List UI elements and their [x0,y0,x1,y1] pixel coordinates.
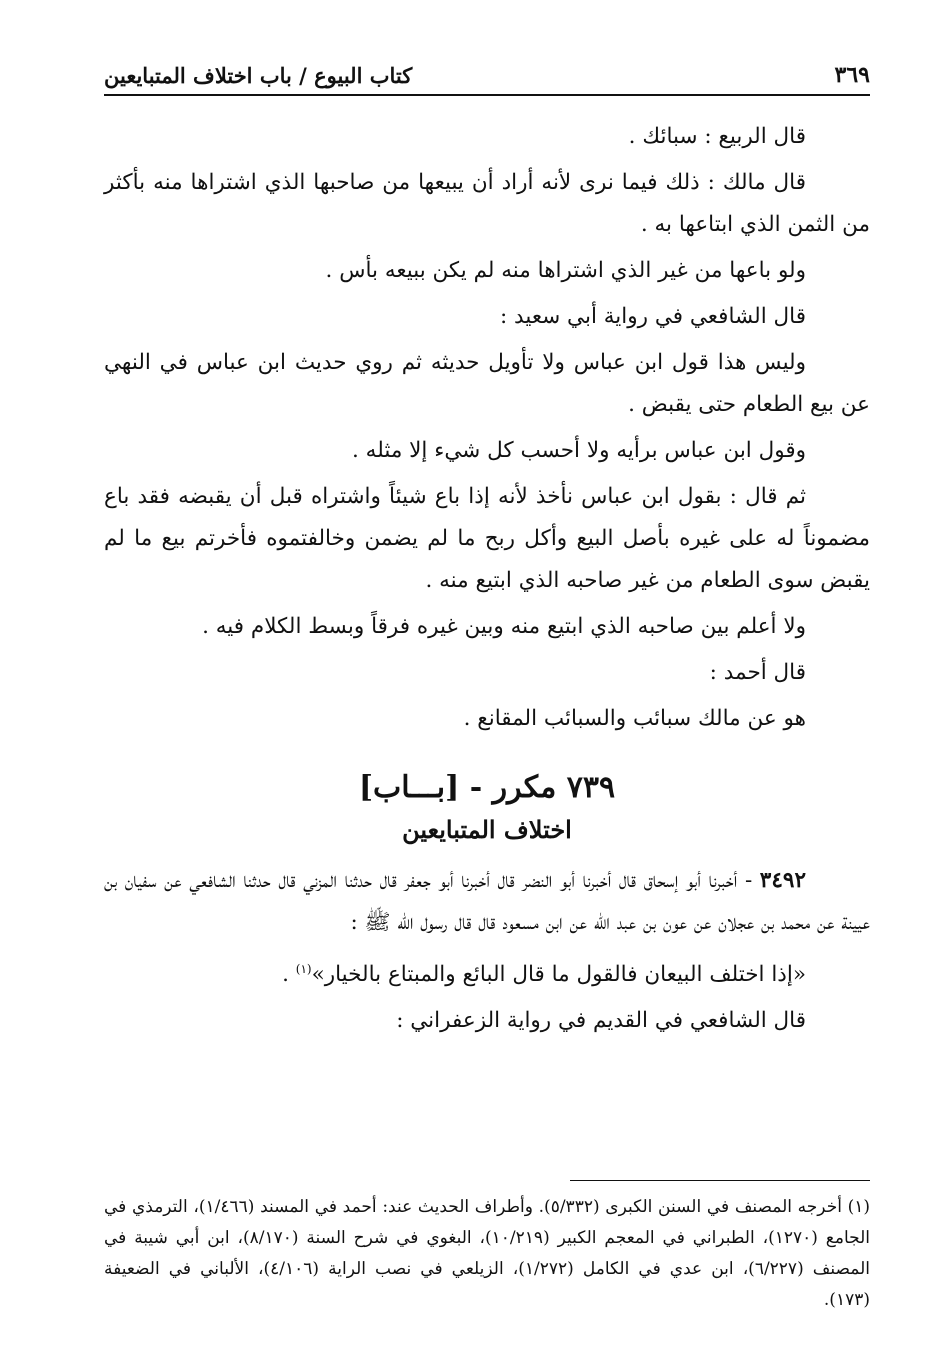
paragraph: هو عن مالك سبائب والسبائب المقانع . [463,706,806,731]
footnotes [104,1192,870,1316]
page-body [104,116,870,1046]
hadith-number: ٣٤٩٢ [759,868,806,893]
paragraph: قال مالك : ذلك فيما نرى لأنه أراد أن يبيعها من صاحبها الذي اشتراها منه بأكثر من الثمن الذي ابتاعها به . [104,170,870,237]
paragraph: قال أحمد : [709,660,806,685]
footnote-marker: (١) [295,962,312,976]
chapter-heading: ٧٣٩ مكرر - [بـــاب] [358,770,616,805]
quote-paragraph [104,948,870,996]
paragraph: قال الربيع : سبائك . [628,124,806,149]
chapter-subheading: اختلاف المتبايعين [402,815,572,844]
quote-end: . [282,962,296,988]
closing-paragraph: قال الشافعي في القديم في رواية الزعفراني : [396,1008,806,1034]
chapter-heading-block [104,766,870,850]
running-title: كتاب البيوع / باب اختلاف المتبايعين [104,63,413,88]
page-header [104,44,870,96]
hadith-text: - أخبرنا أبو إسحاق قال أخبرنا أبو النضر قال أخبرنا أبو جعفر قال حدثنا المزني قال حدثنا الشافعي عن سفيان بن عيينة عن محمد بن عجلان عن عون بن عبد الله عن ابن مسعود قال قال رسول الله ﷺ : [104,868,870,935]
footnote: (١) أخرجه المصنف في السنن الكبرى (٥/٣٣٢). وأطراف الحديث عند: أحمد في المسند (١/٤٦٦)، الترمذي في الجامع (١٢٧٠)، الطبراني في المعجم الكبير (١٠/٢١٩)، البغوي في شرح السنة (٨/١٧٠)، ابن أبي شيبة في المصنف (٦/٢٢٧)، ابن عدي في الكامل (١/٢٧٢)، الزيلعي في نصب الراية (٤/١٠٦)، الألباني في الضعيفة (١٧٣). [104,1197,871,1310]
paragraph: ولا أعلم بين صاحبه الذي ابتيع منه وبين غيره فرقاً وبسط الكلام فيه . [202,614,806,639]
page-number: ٣٦٩ [834,62,870,88]
paragraph: وليس هذا قول ابن عباس ولا تأويل حديثه ثم روي حديث ابن عباس في النهي عن بيع الطعام حتى يقبض . [104,350,870,417]
footnote-divider [570,1180,870,1181]
hadith-paragraph [104,860,870,944]
quote-text: «إذا اختلف البيعان فالقول ما قال البائع والمبتاع بالخيار» [311,962,806,988]
paragraph: ثم قال : بقول ابن عباس نأخذ لأنه إذا باع شيئاً واشتراه قبل أن يقبضه فقد باع مضموناً له على غيره بأصل البيع وأكل ربح ما لم يضمن وخالفتموه فأخرتم بيع ما لم يقبض سوى الطعام من غير صاحبه الذي ابتيع منه . [104,484,870,593]
paragraph: وقول ابن عباس برأيه ولا أحسب كل شيء إلا مثله . [352,438,806,463]
paragraph: ولو باعها من غير الذي اشتراها منه لم يكن ببيعه بأس . [325,258,806,283]
paragraph: قال الشافعي في رواية أبي سعيد : [499,304,806,329]
